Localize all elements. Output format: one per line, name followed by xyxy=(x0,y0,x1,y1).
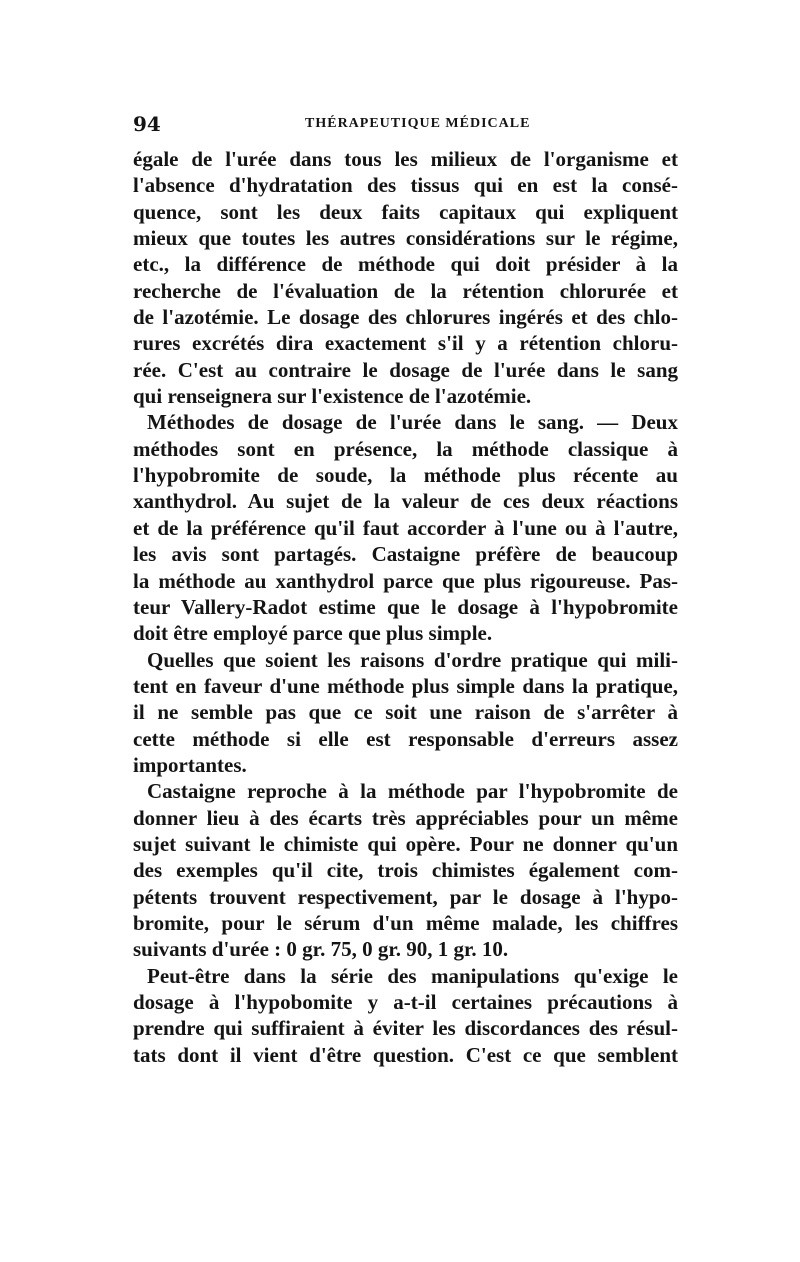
text-line: les avis sont partagés. Castaigne préfère de beaucoup xyxy=(133,542,678,567)
text-line: Castaigne reproche à la méthode par l'hypobromite de xyxy=(147,779,678,804)
text-line: tats dont il vient d'être question. C'est ce que semblent xyxy=(133,1042,678,1067)
text-line: des exemples qu'il cite, trois chimistes également com- xyxy=(133,858,678,883)
body-text xyxy=(133,146,678,1068)
paragraph xyxy=(133,963,678,1068)
text-line: l'absence d'hydratation des tissus qui en est la consé- xyxy=(133,173,678,198)
text-line: qui renseignera sur l'existence de l'azotémie. xyxy=(133,384,532,409)
text-line: doit être employé parce que plus simple. xyxy=(133,621,493,646)
text-line: l'hypobromite de soude, la méthode plus récente au xyxy=(133,463,678,488)
running-head xyxy=(133,112,678,136)
text-line: bromite, pour le sérum d'un même malade, les chiffres xyxy=(133,910,678,935)
paragraph xyxy=(133,647,678,779)
text-line: sujet suivant le chimiste qui opère. Pour ne donner qu'un xyxy=(133,831,678,856)
text-line: il ne semble pas que ce soit une raison de s'arrêter à xyxy=(133,700,678,725)
text-line: tent en faveur d'une méthode plus simple dans la pratique, xyxy=(133,673,678,698)
text-line: donner lieu à des écarts très appréciables pour un même xyxy=(133,805,678,830)
page-number: 94 xyxy=(133,112,161,136)
text-line: rures excrétés dira exactement s'il y a rétention chloru- xyxy=(133,331,678,356)
text-line: cette méthode si elle est responsable d'erreurs assez xyxy=(133,726,678,751)
text-line: recherche de l'évaluation de la rétention chlorurée et xyxy=(133,278,678,303)
text-line: la méthode au xanthydrol parce que plus rigoureuse. Pas- xyxy=(133,568,678,593)
text-line: suivants d'urée : 0 gr. 75, 0 gr. 90, 1 gr. 10. xyxy=(133,937,509,962)
text-line: dosage à l'hypobomite y a-t-il certaines précautions à xyxy=(133,990,678,1014)
text-line: Méthodes de dosage de l'urée dans le sang. — Deux xyxy=(147,410,678,435)
text-line: Peut-être dans la série des manipulations qu'exige le xyxy=(147,963,678,988)
text-line: égale de l'urée dans tous les milieux de l'organisme et xyxy=(133,147,678,171)
text-line: méthodes sont en présence, la méthode classique à xyxy=(133,436,678,461)
paragraph xyxy=(133,409,678,646)
running-title: THÉRAPEUTIQUE MÉDICALE xyxy=(305,116,531,131)
paragraph xyxy=(133,778,678,962)
text-line: xanthydrol. Au sujet de la valeur de ces deux réactions xyxy=(133,489,678,514)
text-line: pétents trouvent respectivement, par le dosage à l'hypo- xyxy=(133,884,678,909)
text-line: quence, sont les deux faits capitaux qui expliquent xyxy=(133,199,678,224)
text-line: teur Vallery-Radot estime que le dosage à l'hypobromite xyxy=(133,594,678,619)
text-line: de l'azotémie. Le dosage des chlorures ingérés et des chlo- xyxy=(133,305,678,330)
text-line: prendre qui suffiraient à éviter les discordances des résul- xyxy=(133,1016,678,1041)
text-line: importantes. xyxy=(133,752,247,777)
text-line: etc., la différence de méthode qui doit présider à la xyxy=(133,252,678,277)
text-line: Quelles que soient les raisons d'ordre pratique qui mili- xyxy=(147,647,678,672)
paragraph xyxy=(133,146,678,409)
text-line: et de la préférence qu'il faut accorder à l'une ou à l'autre, xyxy=(133,515,678,540)
text-line: rée. C'est au contraire le dosage de l'urée dans le sang xyxy=(133,357,678,382)
text-line: mieux que toutes les autres considérations sur le régime, xyxy=(133,226,678,251)
